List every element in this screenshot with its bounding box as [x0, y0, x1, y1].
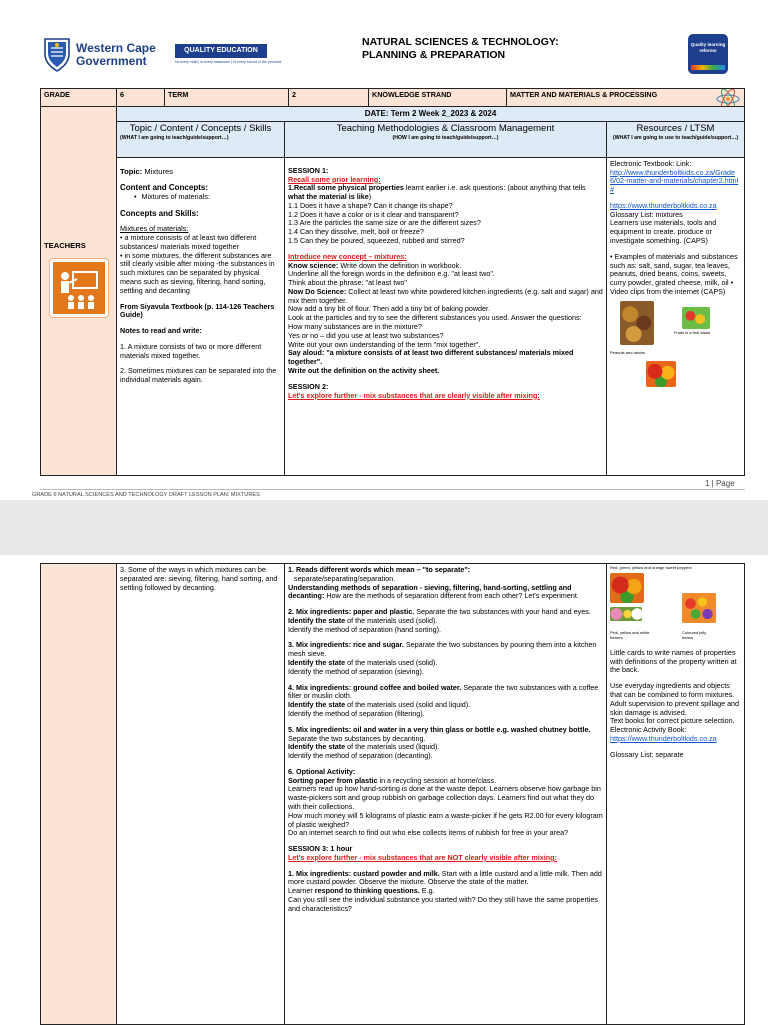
- caps-statement: Learners use materials, tools and equipment to create, produce or investigate something. (CAPS): [610, 218, 717, 245]
- crest-icon: [42, 36, 72, 72]
- look-particles: Look at the particles and try to see the different substances you used. Answer the questions:: [288, 313, 582, 323]
- note-2: 2. Sometimes mixtures can be separated into the individual materials again.: [120, 366, 277, 385]
- session-2-explore: Let's explore further - mix substances that are clearly visible after mixing:: [288, 390, 540, 400]
- optional-activity-search: Do an internet search to find out who else collects items of rubbish for free in your area?: [288, 828, 569, 838]
- mix-2: 2. Mix ingredients: paper and plastic. Separate the two substances with your hand and eyes.: [288, 607, 591, 617]
- page-gap: [0, 500, 768, 555]
- property-cards: Little cards to write names of properties with definitions of the property written at the back.: [610, 647, 737, 675]
- write-own: Write out your own understanding of the term "mix together".: [288, 339, 481, 349]
- topic-column-subtitle: (WHAT I am going to teach/guide/support…): [120, 134, 229, 141]
- grade-label: GRADE: [41, 89, 117, 112]
- session-3-explore: Let's explore further - mix substances that are NOT clearly visible after mixing:: [288, 852, 557, 862]
- teacher-presentation-icon: [50, 259, 108, 317]
- session-3-respond: Learner respond to thinking questions. E.g.: [288, 886, 435, 896]
- optional-activity-heading: 6. Optional Activity:: [288, 766, 356, 776]
- separate-words: 1. Reads different words which mean – "to separate":: [288, 565, 471, 574]
- write-definition: Write out the definition on the activity sheet.: [288, 365, 440, 375]
- question-1-3: 1.3 Are the particles the same size or are the different sizes?: [288, 218, 481, 228]
- quality-education-badge: QUALITY EDUCATION: [175, 44, 267, 58]
- logo-stripe: [691, 65, 725, 70]
- peanuts-raisins-image: [620, 301, 654, 345]
- recall-instruction: 1.Recall some physical properties learnt earlier i.e. ask questions: (about anything that tells what the material is like): [288, 183, 586, 202]
- optional-activity-money: How much money will 5 kilograms of plastic earn a waste-picker if he gets R2.00 for every kilogram of plastic weighed?: [288, 810, 603, 829]
- method-column-subtitle: (HOW I am going to teach/guide/support…): [392, 134, 499, 141]
- teachers-column: [41, 157, 117, 475]
- peppers-caption: Red, green, yellow and orange sweet peppers: [610, 565, 692, 570]
- resources-cell-page-1: [607, 157, 745, 475]
- fruit-salad-image: [682, 307, 710, 329]
- resources-column-subtitle: (WHAT I am going to use to teach/guide/support…): [612, 134, 739, 141]
- lesson-table-page-2: [40, 563, 745, 1025]
- question-1-1: 1.1 Does it have a shape? Can it change its shape?: [288, 200, 453, 210]
- teachers-column-top: [41, 107, 117, 122]
- mix-4-state: Identify the state of the materials used (solid and liquid).: [288, 700, 471, 710]
- thunderbolt-link[interactable]: https://www.thunderboltkids.co.za: [610, 200, 717, 210]
- quality-education-tagline: for every child | in every classroom | in every school in the province: [175, 60, 282, 64]
- term-value: 2: [289, 89, 369, 112]
- note-1: 1. A mixture consists of two or more different materials mixed together.: [120, 341, 262, 360]
- topic-value: Mixtures: [144, 166, 174, 176]
- glossary-separate: Glossary List: separate: [610, 749, 684, 759]
- note-3: 3. Some of the ways in which mixtures can be separated are: sieving, filtering, hand sorting, and settling followed by decanting.: [120, 565, 278, 592]
- session-1-heading: SESSION 1:: [288, 165, 329, 175]
- resources-column-title: Resources / LTSM: [636, 122, 715, 134]
- fruit-salad-caption: Fruits in a fruit salad: [674, 329, 711, 335]
- term-label: TERM: [165, 89, 289, 112]
- underline-words: Underline all the foreign words in the definition e.g. "at least two".: [288, 269, 495, 279]
- content-bullet: • Mixtures of materials:: [120, 193, 281, 202]
- question-1-2: 1.2 Does it have a color or is it clear and transparent?: [288, 209, 459, 219]
- western-cape-government-logo: [42, 36, 172, 76]
- image-gallery-1: [610, 301, 741, 361]
- org-name-line2: Government: [76, 53, 147, 68]
- topic-content-cell: [117, 157, 285, 475]
- mix-2-state: Identify the state of the materials used (solid).: [288, 615, 438, 625]
- skills-heading: Concepts and Skills:: [120, 208, 199, 218]
- activity-book-label: Electronic Activity Book:: [610, 725, 687, 735]
- mixtures-definition: • a mixture consists of at least two different substances/ materials mixed together: [120, 233, 257, 251]
- jelly-beans-image: [682, 593, 716, 623]
- document-page-2: [0, 555, 768, 1024]
- method-column-header: [285, 121, 607, 157]
- mix-5: 5. Mix ingredients: oil and water in a very thin glass or bottle e.g. washed chutney bottle. Separate the two substances by decanting.: [288, 724, 591, 743]
- session-1-recall: Recall some prior learning:: [288, 174, 381, 184]
- think-phrase: Think about the phrase: "at least two": [288, 278, 407, 288]
- topic-cell-page-2: [117, 564, 285, 1025]
- activity-book-link[interactable]: https://www.thunderboltkids.co.za: [610, 733, 717, 743]
- mix-2-method: Identify the method of separation (hand sorting).: [288, 624, 442, 634]
- lesson-table-page-1: [40, 106, 745, 476]
- red-peppers-image: [610, 573, 644, 603]
- flowers-image: [610, 607, 642, 621]
- quality-learning-logo-text: Quality learning reforms: [690, 42, 726, 53]
- siyavula-reference: From Siyavula Textbook (p. 114-126 Teachers Guide): [120, 301, 275, 320]
- introduce-concept: Introduce new concept – mixtures:: [288, 251, 407, 261]
- method-column-title: Teaching Methodologies & Classroom Management: [336, 122, 555, 134]
- strand-label: KNOWLEDGE STRAND: [369, 89, 507, 112]
- etextbook-label: Electronic Textbook: Link:: [610, 158, 692, 168]
- session-3-mix-1: 1. Mix ingredients: custard powder and milk. Start with a little custard and a little milk. Then add more custard powder. Observe the mixture. Observe the state of the matter.: [288, 868, 602, 887]
- glossary-mixtures: Glossary List: mixtures: [610, 209, 683, 219]
- peppers-image: [646, 361, 676, 387]
- strand-value-text: MATTER AND MATERIALS & PROCESSING: [510, 90, 658, 99]
- topic-label: Topic:: [120, 166, 143, 176]
- method-cell-page-1: [285, 157, 607, 475]
- method-cell-page-2: [285, 564, 607, 1025]
- jelly-caption: Coloured jelly beans: [682, 629, 707, 640]
- page-number: 1 | Page: [705, 479, 735, 488]
- topic-column-header: [117, 121, 285, 157]
- session-3-question: Can you still see the individual substance you started with? Do they still have the same properties and characteristics?: [288, 895, 599, 913]
- mix-4: 4. Mix ingredients: ground coffee and boiled water. Separate the two substances with a coffee filter or muslin cloth.: [288, 682, 599, 701]
- etextbook-link[interactable]: http://www.thunderboltkids.co.za/Grade6/02-matter-and-materials/chapter2.html#: [610, 167, 739, 195]
- separate-forms: separate/separating/separation.: [294, 573, 396, 583]
- resources-column-header: [607, 121, 745, 157]
- mix-3-method: Identify the method of separation (sieving).: [288, 666, 424, 676]
- add-baking-powder: Now add a tiny bit of flour. Then add a tiny bit of baking powder.: [288, 304, 491, 314]
- quality-learning-logo: [688, 34, 728, 74]
- mix-5-state: Identify the state of the materials used (liquid).: [288, 742, 440, 752]
- teachers-column-spacer: [41, 121, 117, 157]
- optional-activity-text: Learners read up how hand-sorting is done at the waste depot. Learners observe how garbage bin waste-pickers sort and group rubbish on garbage collection days. Learners find out what they do with their collections.: [288, 784, 601, 811]
- optional-activity-sub: Sorting paper from plastic in a recycling session at home/class.: [288, 775, 497, 785]
- teachers-label: TEACHERS: [44, 241, 86, 251]
- image-gallery-2: [610, 571, 741, 631]
- document-title-line1: NATURAL SCIENCES & TECHNOLOGY:: [362, 36, 559, 48]
- mixtures-visible: • in some mixtures, the different substances are still clearly visible after mixing -the substances in such mixtures can be separated by physical means such as sieving, filtering, hand sorting, settling and decanting: [120, 250, 275, 295]
- mix-3-state: Identify the state of the materials used (solid).: [288, 658, 438, 668]
- image-captions-2: [610, 631, 741, 645]
- how-many: How many substances are in the mixture?: [288, 322, 422, 332]
- mix-5-method: Identify the method of separation (decanting).: [288, 751, 433, 761]
- mixtures-heading: Mixtures of materials:: [120, 224, 189, 234]
- footer-divider: [40, 489, 745, 490]
- document-page-1: [0, 0, 768, 500]
- understanding-methods: Understanding methods of separation - sieving, filtering, hand-sorting, settling and decanting: How are the methods of separation different from each other? Let's experiment.: [288, 582, 579, 601]
- session-2-heading: SESSION 2:: [288, 381, 329, 391]
- know-science: Know science: Write down the definition in workbook.: [288, 260, 462, 270]
- topic-column-title: Topic / Content / Concepts / Skills: [129, 122, 272, 134]
- now-do-science: Now Do Science: Collect at least two white powdered kitchen ingredients (e.g. salt and sugar) and mix them together.: [288, 286, 603, 305]
- question-1-4: 1.4 Can they dissolve, melt, boil or freeze?: [288, 227, 424, 237]
- say-aloud: Say aloud: "a mixture consists of at least two different substances/ materials mixed together".: [288, 348, 574, 367]
- textbooks-note: Text books for correct picture selection.: [610, 716, 735, 726]
- teachers-column-page-2: [41, 564, 117, 1025]
- date-row: DATE: Term 2 Week 2_2023 & 2024: [117, 107, 745, 122]
- everyday-ingredients: Use everyday ingredients and objects that can be combined to form mixtures. Adult supervision to prevent spillage and skin damage is advised.: [610, 681, 740, 717]
- session-3-heading: SESSION 3: 1 hour: [288, 844, 353, 854]
- org-name-line1: Western Cape: [76, 41, 156, 55]
- document-title: [362, 36, 559, 62]
- grade-value: 6: [117, 89, 165, 112]
- document-title-line2: PLANNING & PREPARATION: [362, 49, 506, 62]
- examples-list: • Examples of materials and substances such as: salt, sand, sugar, tea leaves, peanuts, dried beans, coins, sweets, curry powder, grated cheese, milk, oil • Video clips from the internet (CAPS): [610, 251, 738, 296]
- flowers-caption: Pink, yellow and white flowers: [610, 629, 650, 640]
- notes-heading: Notes to read and write:: [120, 326, 202, 336]
- yes-no: Yes or no – did you use at least two substances?: [288, 330, 444, 340]
- question-1-5: 1.5 Can they be poured, squeezed, rubbed and stirred?: [288, 236, 465, 245]
- footer-text: GRADE 6 NATURAL SCIENCES AND TECHNOLOGY DRAFT LESSON PLAN: MIXTURES: [32, 492, 260, 498]
- mix-3: 3. Mix ingredients: rice and sugar. Separate the two substances by pouring them into a kitchen mesh sieve.: [288, 640, 597, 659]
- content-heading: Content and Concepts:: [120, 183, 208, 192]
- peanuts-caption: Peanuts and raisins: [610, 349, 646, 355]
- mix-4-method: Identify the method of separation (filtering).: [288, 708, 425, 718]
- resources-cell-page-2: [607, 564, 745, 1025]
